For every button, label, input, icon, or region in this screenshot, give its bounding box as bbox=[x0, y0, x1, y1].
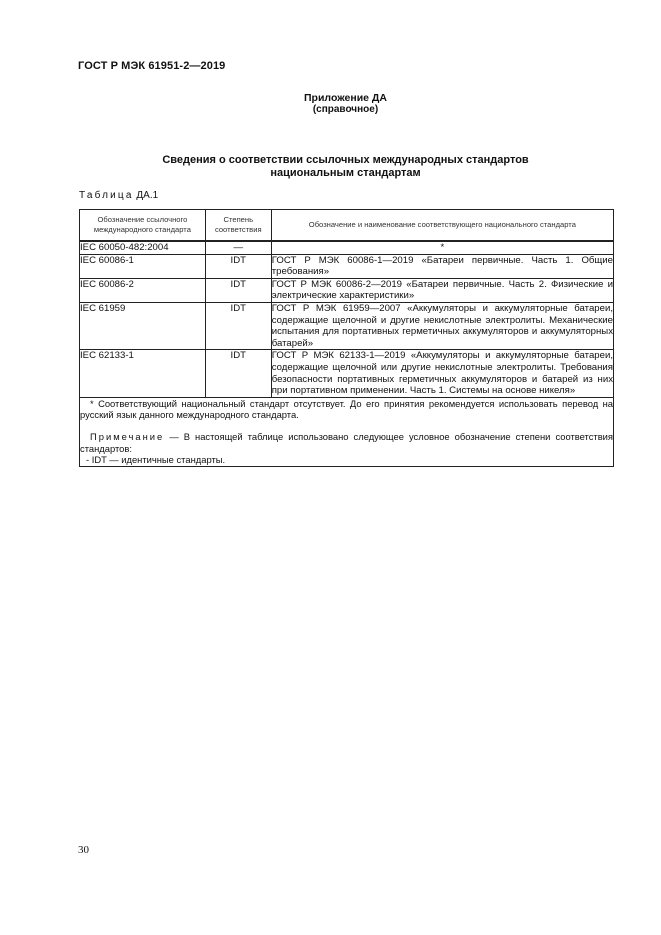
table-header-row bbox=[80, 210, 614, 242]
table-caption-word: Таблица bbox=[79, 190, 134, 201]
cell-reference: IEC 60086-1 bbox=[80, 254, 206, 278]
table-row bbox=[80, 302, 614, 349]
document-standard-id: ГОСТ Р МЭК 61951-2—2019 bbox=[78, 60, 226, 72]
cell-national: ГОСТ Р МЭК 60086-2—2019 «Батареи первичные. Часть 2. Физические и электрические характеристики» bbox=[271, 278, 613, 302]
table-caption-id: ДА.1 bbox=[136, 190, 159, 201]
table-row bbox=[80, 278, 614, 302]
section-title bbox=[80, 154, 611, 180]
footnote: * Соответствующий национальный стандарт отсутствует. До его принятия рекомендуется использовать перевод на русский язык данного международного стандарта. bbox=[80, 397, 613, 421]
header-degree: Степень соответствия bbox=[205, 210, 271, 242]
cell-reference: IEC 61959 bbox=[80, 302, 206, 349]
table-caption bbox=[79, 190, 158, 201]
note-text: — В настоящей таблице использовано следующее условное обозначение степени соответствия стандартов: bbox=[80, 430, 613, 454]
appendix-title: Приложение ДА bbox=[304, 92, 387, 104]
cell-degree: IDT bbox=[205, 254, 271, 278]
header-reference-standard: Обозначение ссылочного международного стандарта bbox=[80, 210, 206, 242]
table-footer-row bbox=[80, 397, 614, 466]
cell-reference: IEC 60050-482:2004 bbox=[80, 241, 206, 254]
note-bullet: - IDT — идентичные стандарты. bbox=[86, 454, 226, 466]
cell-degree: IDT bbox=[205, 302, 271, 349]
cell-degree: — bbox=[205, 241, 271, 254]
table-row bbox=[80, 241, 614, 254]
page-number: 30 bbox=[78, 844, 89, 856]
table-row bbox=[80, 254, 614, 278]
section-title-line2: национальным стандартам bbox=[270, 167, 421, 179]
cell-degree: IDT bbox=[205, 350, 271, 397]
cell-national: * bbox=[271, 241, 613, 254]
cell-reference: IEC 62133-1 bbox=[80, 350, 206, 397]
section-title-line1: Сведения о соответствии ссылочных международных стандартов bbox=[162, 154, 529, 166]
cell-national: ГОСТ Р МЭК 62133-1—2019 «Аккумуляторы и аккумуляторные батареи, содержащие щелочной или другие некислотные электролиты. Требования безопасности портативных герметичных аккумуляторов и батарей из них при портативном применении. Часть 1. Системы на основе никеля» bbox=[271, 350, 613, 397]
header-national-standard: Обозначение и наименование соответствующего национального стандарта bbox=[271, 210, 613, 242]
note bbox=[80, 431, 613, 454]
table-footer bbox=[80, 397, 614, 466]
cell-national: ГОСТ Р МЭК 60086-1—2019 «Батареи первичные. Часть 1. Общие требования» bbox=[271, 254, 613, 278]
cell-degree: IDT bbox=[205, 278, 271, 302]
table-row bbox=[80, 350, 614, 397]
appendix-type: (справочное) bbox=[312, 104, 379, 115]
correspondence-table bbox=[79, 209, 614, 467]
note-label: Примечание bbox=[90, 430, 165, 442]
cell-reference: IEC 60086-2 bbox=[80, 278, 206, 302]
cell-national: ГОСТ Р МЭК 61959—2007 «Аккумуляторы и аккумуляторные батареи, содержащие щелочной и другие некислотные электролиты. Механические испытания для портативных герметичных аккумуляторов и аккумуляторных батарей» bbox=[271, 302, 613, 349]
